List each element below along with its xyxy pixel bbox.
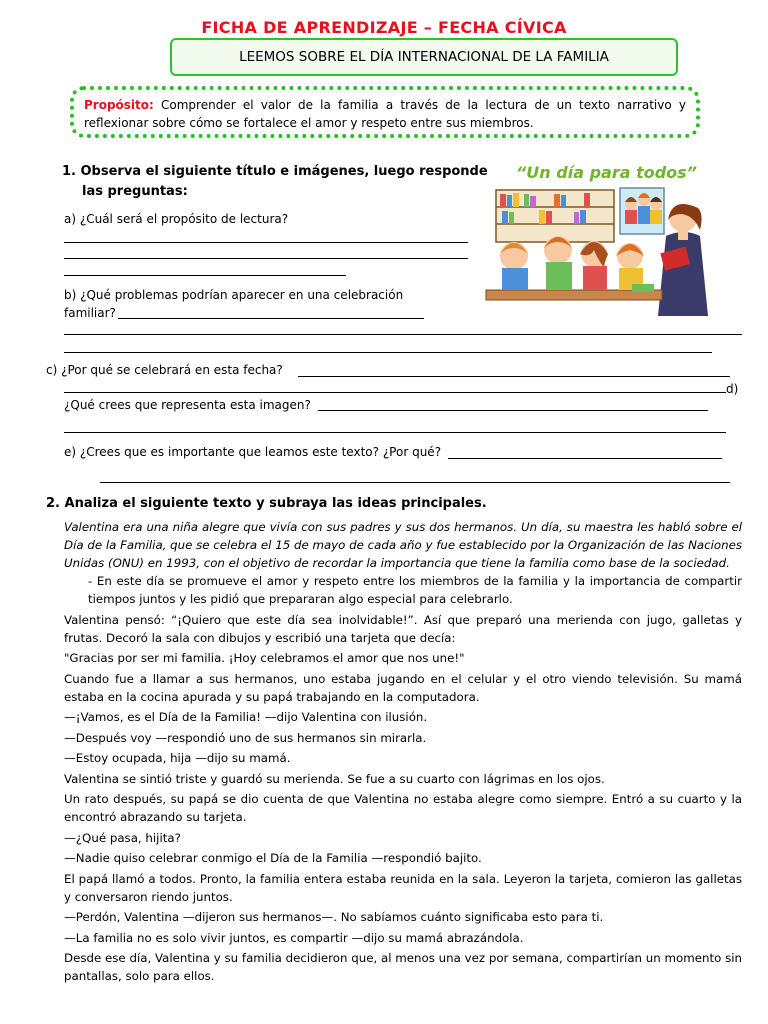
section1-heading-line1: 1. Observa el siguiente título e imágenes, luego responde — [62, 164, 488, 179]
story-paragraph: —Perdón, Valentina —dijeron sus hermanos—. No sabíamos cuánto significaba esto para ti. — [64, 910, 604, 924]
story-paragraph: El papá llamó a todos. Pronto, la familia entera estaba reunida en la sala. Leyeron la tarjeta, comieron las galletas y conversaron riendo juntos. — [64, 871, 742, 904]
children-icon — [500, 236, 644, 290]
purpose-text: Comprender el valor de la familia a través de la lectura de un texto narrativo y reflexionar sobre cómo se fortalece el amor y respeto entre sus miembros. — [84, 98, 686, 130]
answer-line[interactable] — [64, 275, 346, 276]
classroom-illustration — [484, 186, 724, 324]
worksheet-title: FICHA DE APRENDIZAJE – FECHA CÍVICA — [201, 18, 567, 37]
question-b-line2: familiar? — [64, 306, 116, 320]
question-e: e) ¿Crees que es importante que leamos este texto? ¿Por qué? — [64, 445, 442, 459]
story-paragraph: —La familia no es solo vivir juntos, es compartir —dijo su mamá abrazándola. — [64, 930, 524, 945]
answer-line[interactable] — [118, 318, 424, 319]
section1-heading-line2: las preguntas: — [82, 184, 188, 199]
answer-line[interactable] — [64, 432, 726, 433]
story-paragraph: Valentina era una niña alegre que vivía con sus padres y sus dos hermanos. Un día, su maestra les habló sobre el Día de la Familia, que se celebra el 15 de mayo de cada año y fue establecido por la Organización de las Naciones Unidas (ONU) en 1993, con el objetivo de recordar la importancia que tiene la familia como base de la sociedad. — [64, 520, 742, 570]
subtitle-text: LEEMOS SOBRE EL DÍA INTERNACIONAL DE LA FAMILIA — [239, 49, 609, 65]
purpose-label: Propósito: — [84, 98, 154, 112]
answer-line[interactable] — [64, 352, 712, 353]
question-d-letter: d) — [726, 382, 739, 396]
answer-line[interactable] — [64, 334, 742, 335]
answer-line[interactable] — [64, 242, 468, 243]
story-paragraph: - En este día se promueve el amor y respeto entre los miembros de la familia y la importancia de compartir tiempos juntos y les pidió que prepararan algo especial para celebrarlo. — [88, 574, 742, 606]
story-paragraph: —¡Vamos, es el Día de la Familia! —dijo Valentina con ilusión. — [64, 710, 428, 724]
story-paragraph: —Estoy ocupada, hija —dijo su mamá. — [64, 751, 291, 765]
story-paragraph: "Gracias por ser mi familia. ¡Hoy celebramos el amor que nos une!" — [64, 651, 465, 665]
story-paragraph: —¿Qué pasa, hijita? — [64, 830, 181, 845]
answer-line[interactable] — [318, 410, 708, 411]
question-c: c) ¿Por qué se celebrará en esta fecha? — [46, 363, 283, 377]
image-title: “Un día para todos” — [516, 163, 697, 182]
story-paragraph: —Nadie quiso celebrar conmigo el Día de la Familia —respondió bajito. — [64, 851, 482, 865]
story-text — [64, 518, 742, 988]
answer-line[interactable] — [100, 482, 730, 483]
section1-heading — [62, 162, 488, 202]
answer-line[interactable] — [64, 392, 726, 393]
story-paragraph: Valentina pensó: “¡Quiero que este día sea inolvidable!”. Así que preparó una merienda con jugo, galletas y frutas. Decoró la sala con dibujos y escribió una tarjeta que decía: — [64, 612, 742, 645]
story-paragraph: Valentina se sintió triste y guardó su merienda. Se fue a su cuarto con lágrimas en los ojos. — [64, 771, 605, 786]
question-a: a) ¿Cuál será el propósito de lectura? — [64, 212, 289, 226]
answer-line[interactable] — [64, 258, 468, 259]
story-paragraph: Un rato después, su papá se dio cuenta de que Valentina no estaba alegre como siempre. Entró a su cuarto y la encontró abrazando su tarjeta. — [64, 792, 742, 824]
answer-line[interactable] — [448, 458, 722, 459]
question-b: b) ¿Qué problemas podrían aparecer en una celebración — [64, 288, 404, 302]
answer-line[interactable] — [298, 376, 730, 377]
story-paragraph: Desde ese día, Valentina y su familia decidieron que, al menos una vez por semana, compartirían un momento sin pantallas, solo para ellos. — [64, 951, 742, 983]
question-d: ¿Qué crees que representa esta imagen? — [64, 398, 311, 412]
story-paragraph: Cuando fue a llamar a sus hermanos, uno estaba jugando en el celular y el otro viendo televisión. Su mamá estaba en la cocina apurada y su papá trabajando en la computadora. — [64, 671, 742, 704]
family-photo-icon — [625, 193, 662, 224]
purpose-box — [70, 86, 700, 138]
story-paragraph: —Después voy —respondió uno de sus hermanos sin mirarla. — [64, 730, 427, 745]
section2-heading: 2. Analiza el siguiente texto y subraya las ideas principales. — [46, 496, 487, 511]
worksheet-subtitle — [170, 38, 678, 76]
teacher-icon — [658, 204, 708, 316]
